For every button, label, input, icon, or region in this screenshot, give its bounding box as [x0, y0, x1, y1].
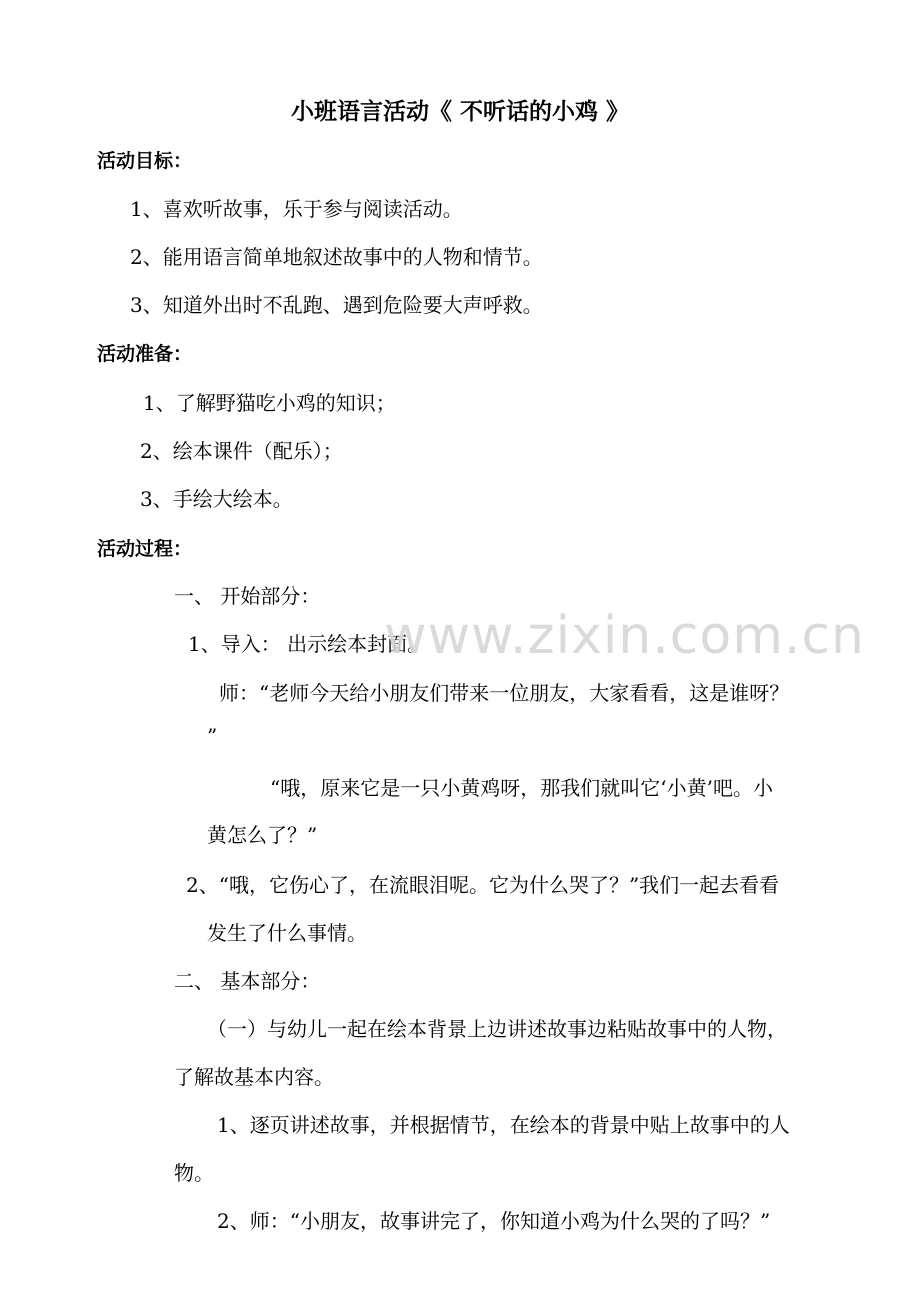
part2-heading: 二、 基本部分： [174, 969, 321, 993]
teacher-line-2-cont: 黄怎么了？” [207, 823, 318, 847]
part2-step1-cont: 物。 [174, 1161, 214, 1185]
part1-step1: 1、导入： 出示绘本封面。 [188, 632, 428, 656]
part1-step2-cont: 发生了什么事情。 [207, 921, 367, 945]
part2-step1: 1、逐页讲述故事，并根据情节，在绘本的背景中贴上故事中的人 [217, 1113, 790, 1137]
goal-item-1: 1、喜欢听故事，乐于参与阅读活动。 [130, 197, 463, 221]
process-heading: 活动过程： [97, 538, 193, 560]
prep-item-2: 2、绘本课件（配乐）； [140, 439, 343, 463]
goal-item-2: 2、能用语言简单地叙述故事中的人物和情节。 [130, 245, 543, 269]
part2-sub1-cont: 了解故基本内容。 [174, 1065, 334, 1089]
part1-step2: 2、“哦，它伤心了，在流眼泪呢。它为什么哭了？”我们一起去看看 [186, 873, 780, 897]
teacher-line-2: “哦，原来它是一只小黄鸡呀，那我们就叫它‘小黄’吧。小 [270, 776, 773, 800]
page-title: 小班语言活动《 不听话的小鸡 》 [290, 99, 629, 125]
part2-sub1: （一）与幼儿一起在绘本背景上边讲述故事边粘贴故事中的人物， [207, 1017, 787, 1041]
teacher-line-1: 师：“老师今天给小朋友们带来一位朋友，大家看看，这是谁呀？ [219, 681, 790, 705]
preparation-heading: 活动准备： [97, 343, 193, 365]
goal-item-3: 3、知道外出时不乱跑、遇到危险要大声呼救。 [130, 293, 543, 317]
goals-heading: 活动目标： [97, 150, 193, 172]
teacher-line-1-cont: ” [207, 724, 218, 748]
part1-heading: 一、 开始部分： [174, 584, 321, 608]
prep-item-3: 3、手绘大绘本。 [140, 487, 293, 511]
watermark: www.zixin.com.cn [384, 606, 865, 666]
prep-item-1: 1、了解野猫吃小鸡的知识； [143, 391, 396, 415]
part2-step2: 2、师：“小朋友，故事讲完了，你知道小鸡为什么哭的了吗？” [217, 1209, 771, 1233]
